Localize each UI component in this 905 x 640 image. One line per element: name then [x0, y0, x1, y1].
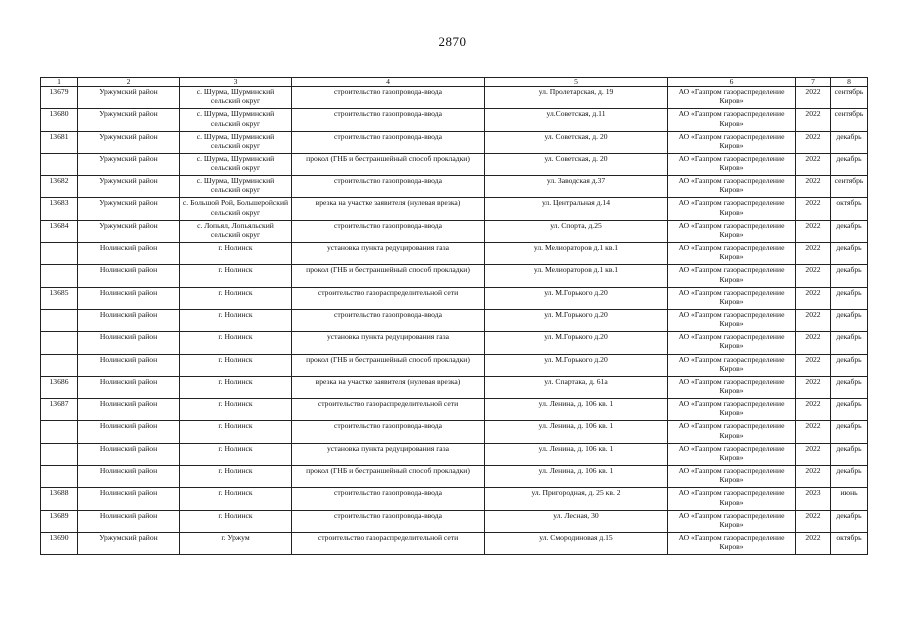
gasification-registry-table — [40, 77, 868, 555]
column-header: 3 — [180, 78, 292, 87]
organization-cell: АО «Газпром газораспределение Киров» — [668, 443, 796, 465]
organization-cell: АО «Газпром газораспределение Киров» — [668, 510, 796, 532]
organization-cell: АО «Газпром газораспределение Киров» — [668, 354, 796, 376]
settlement-cell: с. Лопьял, Лопьяльский сельский округ — [180, 220, 292, 242]
organization-cell: АО «Газпром газораспределение Киров» — [668, 153, 796, 175]
month-cell: декабрь — [831, 510, 868, 532]
year-cell: 2022 — [796, 443, 831, 465]
settlement-cell: с. Шурма, Шурминский сельский округ — [180, 153, 292, 175]
row-number-cell — [41, 466, 78, 488]
organization-cell: АО «Газпром газораспределение Киров» — [668, 109, 796, 131]
address-cell: ул. Смородиновая д.15 — [485, 532, 668, 554]
table-row — [41, 532, 868, 554]
settlement-cell: с. Большой Рой, Большеройский сельский округ — [180, 198, 292, 220]
work-type-cell: врезка на участке заявителя (нулевая врезка) — [292, 198, 485, 220]
column-header: 6 — [668, 78, 796, 87]
district-cell: Уржумский район — [78, 87, 180, 109]
address-cell: ул. Спорта, д.25 — [485, 220, 668, 242]
table-row — [41, 131, 868, 153]
address-cell: ул. Лесная, 30 — [485, 510, 668, 532]
month-cell: декабрь — [831, 354, 868, 376]
table-row — [41, 198, 868, 220]
district-cell: Уржумский район — [78, 220, 180, 242]
organization-cell: АО «Газпром газораспределение Киров» — [668, 287, 796, 309]
district-cell: Уржумский район — [78, 198, 180, 220]
organization-cell: АО «Газпром газораспределение Киров» — [668, 488, 796, 510]
work-type-cell: строительство газопровода-ввода — [292, 220, 485, 242]
district-cell: Уржумский район — [78, 109, 180, 131]
month-cell: сентябрь — [831, 109, 868, 131]
settlement-cell: с. Шурма, Шурминский сельский округ — [180, 176, 292, 198]
table-row — [41, 354, 868, 376]
address-cell: ул. М.Горького д.20 — [485, 287, 668, 309]
district-cell: Нолинский район — [78, 309, 180, 331]
row-number-cell — [41, 309, 78, 331]
row-number-cell: 13685 — [41, 287, 78, 309]
month-cell: сентябрь — [831, 87, 868, 109]
year-cell: 2022 — [796, 87, 831, 109]
organization-cell: АО «Газпром газораспределение Киров» — [668, 198, 796, 220]
settlement-cell: г. Нолинск — [180, 488, 292, 510]
row-number-cell — [41, 443, 78, 465]
organization-cell: АО «Газпром газораспределение Киров» — [668, 176, 796, 198]
organization-cell: АО «Газпром газораспределение Киров» — [668, 220, 796, 242]
work-type-cell: строительство газопровода-ввода — [292, 131, 485, 153]
table-row — [41, 309, 868, 331]
month-cell: октябрь — [831, 532, 868, 554]
year-cell: 2022 — [796, 109, 831, 131]
table-row — [41, 265, 868, 287]
year-cell: 2022 — [796, 309, 831, 331]
address-cell: ул. Советская, д. 20 — [485, 153, 668, 175]
table-row — [41, 153, 868, 175]
district-cell: Нолинский район — [78, 376, 180, 398]
table-row — [41, 421, 868, 443]
month-cell: декабрь — [831, 399, 868, 421]
settlement-cell: с. Шурма, Шурминский сельский округ — [180, 109, 292, 131]
address-cell: ул. Пригородная, д. 25 кв. 2 — [485, 488, 668, 510]
table-row — [41, 443, 868, 465]
table-row — [41, 332, 868, 354]
work-type-cell: строительство газопровода-ввода — [292, 87, 485, 109]
address-cell: ул.Советская, д.11 — [485, 109, 668, 131]
organization-cell: АО «Газпром газораспределение Киров» — [668, 87, 796, 109]
settlement-cell: г. Нолинск — [180, 332, 292, 354]
row-number-cell: 13689 — [41, 510, 78, 532]
month-cell: декабрь — [831, 287, 868, 309]
work-type-cell: установка пункта редуцирования газа — [292, 443, 485, 465]
row-number-cell — [41, 243, 78, 265]
row-number-cell: 13688 — [41, 488, 78, 510]
address-cell: ул. М.Горького д.20 — [485, 309, 668, 331]
month-cell: декабрь — [831, 220, 868, 242]
organization-cell: АО «Газпром газораспределение Киров» — [668, 466, 796, 488]
district-cell: Уржумский район — [78, 153, 180, 175]
year-cell: 2022 — [796, 131, 831, 153]
column-header: 1 — [41, 78, 78, 87]
settlement-cell: г. Нолинск — [180, 354, 292, 376]
address-cell: ул. Ленина, д. 106 кв. 1 — [485, 421, 668, 443]
year-cell: 2022 — [796, 265, 831, 287]
month-cell: сентябрь — [831, 176, 868, 198]
row-number-cell: 13690 — [41, 532, 78, 554]
settlement-cell: г. Нолинск — [180, 399, 292, 421]
month-cell: декабрь — [831, 421, 868, 443]
settlement-cell: с. Шурма, Шурминский сельский округ — [180, 131, 292, 153]
month-cell: декабрь — [831, 332, 868, 354]
district-cell: Нолинский район — [78, 421, 180, 443]
address-cell: ул. Центральная д.14 — [485, 198, 668, 220]
address-cell: ул. Пролетарская, д. 19 — [485, 87, 668, 109]
column-header: 4 — [292, 78, 485, 87]
row-number-cell — [41, 354, 78, 376]
address-cell: ул. М.Горького д.20 — [485, 332, 668, 354]
settlement-cell: г. Нолинск — [180, 421, 292, 443]
address-cell: ул. Спартака, д. 61а — [485, 376, 668, 398]
organization-cell: АО «Газпром газораспределение Киров» — [668, 131, 796, 153]
work-type-cell: строительство газопровода-ввода — [292, 309, 485, 331]
row-number-cell: 13687 — [41, 399, 78, 421]
district-cell: Нолинский район — [78, 510, 180, 532]
address-cell: ул. Ленина, д. 106 кв. 1 — [485, 443, 668, 465]
month-cell: июнь — [831, 488, 868, 510]
table-row — [41, 488, 868, 510]
district-cell: Нолинский район — [78, 443, 180, 465]
year-cell: 2022 — [796, 466, 831, 488]
district-cell: Нолинский район — [78, 466, 180, 488]
year-cell: 2022 — [796, 153, 831, 175]
column-number-row — [41, 78, 868, 87]
organization-cell: АО «Газпром газораспределение Киров» — [668, 332, 796, 354]
work-type-cell: строительство газопровода-ввода — [292, 109, 485, 131]
work-type-cell: строительство газораспределительной сети — [292, 532, 485, 554]
organization-cell: АО «Газпром газораспределение Киров» — [668, 376, 796, 398]
address-cell: ул. Ленина, д. 106 кв. 1 — [485, 466, 668, 488]
settlement-cell: г. Уржум — [180, 532, 292, 554]
organization-cell: АО «Газпром газораспределение Киров» — [668, 243, 796, 265]
year-cell: 2022 — [796, 220, 831, 242]
work-type-cell: прокол (ГНБ и бестраншейный способ прокладки) — [292, 265, 485, 287]
month-cell: октябрь — [831, 198, 868, 220]
year-cell: 2022 — [796, 510, 831, 532]
table-row — [41, 287, 868, 309]
page-number: 2870 — [438, 34, 467, 49]
row-number-cell: 13681 — [41, 131, 78, 153]
work-type-cell: строительство газопровода-ввода — [292, 510, 485, 532]
year-cell: 2022 — [796, 532, 831, 554]
year-cell: 2022 — [796, 399, 831, 421]
organization-cell: АО «Газпром газораспределение Киров» — [668, 309, 796, 331]
work-type-cell: прокол (ГНБ и бестраншейный способ прокладки) — [292, 354, 485, 376]
table-row — [41, 176, 868, 198]
table-row — [41, 87, 868, 109]
month-cell: декабрь — [831, 309, 868, 331]
settlement-cell: г. Нолинск — [180, 243, 292, 265]
district-cell: Уржумский район — [78, 131, 180, 153]
address-cell: ул. М.Горького д.20 — [485, 354, 668, 376]
district-cell: Нолинский район — [78, 243, 180, 265]
month-cell: декабрь — [831, 466, 868, 488]
table-row — [41, 109, 868, 131]
district-cell: Нолинский район — [78, 265, 180, 287]
column-header: 7 — [796, 78, 831, 87]
work-type-cell: установка пункта редуцирования газа — [292, 243, 485, 265]
settlement-cell: г. Нолинск — [180, 376, 292, 398]
address-cell: ул. Заводская д.37 — [485, 176, 668, 198]
table-row — [41, 510, 868, 532]
work-type-cell: прокол (ГНБ и бестраншейный способ прокладки) — [292, 153, 485, 175]
settlement-cell: г. Нолинск — [180, 466, 292, 488]
work-type-cell: строительство газопровода-ввода — [292, 421, 485, 443]
row-number-cell: 13682 — [41, 176, 78, 198]
address-cell: ул. Мелиораторов д.1 кв.1 — [485, 265, 668, 287]
settlement-cell: г. Нолинск — [180, 287, 292, 309]
district-cell: Нолинский район — [78, 488, 180, 510]
year-cell: 2022 — [796, 376, 831, 398]
row-number-cell — [41, 153, 78, 175]
year-cell: 2022 — [796, 198, 831, 220]
column-header: 2 — [78, 78, 180, 87]
year-cell: 2022 — [796, 421, 831, 443]
table-row — [41, 399, 868, 421]
district-cell: Нолинский район — [78, 287, 180, 309]
row-number-cell: 13679 — [41, 87, 78, 109]
address-cell: ул. Ленина, д. 106 кв. 1 — [485, 399, 668, 421]
table-row — [41, 243, 868, 265]
column-header: 8 — [831, 78, 868, 87]
settlement-cell: г. Нолинск — [180, 510, 292, 532]
month-cell: декабрь — [831, 131, 868, 153]
district-cell: Нолинский район — [78, 354, 180, 376]
work-type-cell: прокол (ГНБ и бестраншейный способ прокладки) — [292, 466, 485, 488]
year-cell: 2022 — [796, 332, 831, 354]
work-type-cell: строительство газопровода-ввода — [292, 488, 485, 510]
table-row — [41, 220, 868, 242]
table-body — [41, 87, 868, 555]
organization-cell: АО «Газпром газораспределение Киров» — [668, 532, 796, 554]
year-cell: 2022 — [796, 176, 831, 198]
month-cell: декабрь — [831, 243, 868, 265]
row-number-cell — [41, 332, 78, 354]
month-cell: декабрь — [831, 443, 868, 465]
month-cell: декабрь — [831, 376, 868, 398]
work-type-cell: строительство газопровода-ввода — [292, 176, 485, 198]
district-cell: Нолинский район — [78, 399, 180, 421]
year-cell: 2022 — [796, 243, 831, 265]
month-cell: декабрь — [831, 153, 868, 175]
year-cell: 2022 — [796, 287, 831, 309]
organization-cell: АО «Газпром газораспределение Киров» — [668, 399, 796, 421]
organization-cell: АО «Газпром газораспределение Киров» — [668, 421, 796, 443]
row-number-cell: 13684 — [41, 220, 78, 242]
work-type-cell: строительство газораспределительной сети — [292, 287, 485, 309]
settlement-cell: с. Шурма, Шурминский сельский округ — [180, 87, 292, 109]
row-number-cell: 13683 — [41, 198, 78, 220]
address-cell: ул. Советская, д. 20 — [485, 131, 668, 153]
row-number-cell — [41, 421, 78, 443]
work-type-cell: установка пункта редуцирования газа — [292, 332, 485, 354]
settlement-cell: г. Нолинск — [180, 443, 292, 465]
row-number-cell: 13680 — [41, 109, 78, 131]
row-number-cell — [41, 265, 78, 287]
work-type-cell: врезка на участке заявителя (нулевая врезка) — [292, 376, 485, 398]
table-row — [41, 466, 868, 488]
column-header: 5 — [485, 78, 668, 87]
address-cell: ул. Мелиораторов д.1 кв.1 — [485, 243, 668, 265]
settlement-cell: г. Нолинск — [180, 309, 292, 331]
row-number-cell: 13686 — [41, 376, 78, 398]
district-cell: Нолинский район — [78, 332, 180, 354]
district-cell: Уржумский район — [78, 532, 180, 554]
month-cell: декабрь — [831, 265, 868, 287]
year-cell: 2023 — [796, 488, 831, 510]
district-cell: Уржумский район — [78, 176, 180, 198]
settlement-cell: г. Нолинск — [180, 265, 292, 287]
year-cell: 2022 — [796, 354, 831, 376]
organization-cell: АО «Газпром газораспределение Киров» — [668, 265, 796, 287]
table-row — [41, 376, 868, 398]
work-type-cell: строительство газораспределительной сети — [292, 399, 485, 421]
